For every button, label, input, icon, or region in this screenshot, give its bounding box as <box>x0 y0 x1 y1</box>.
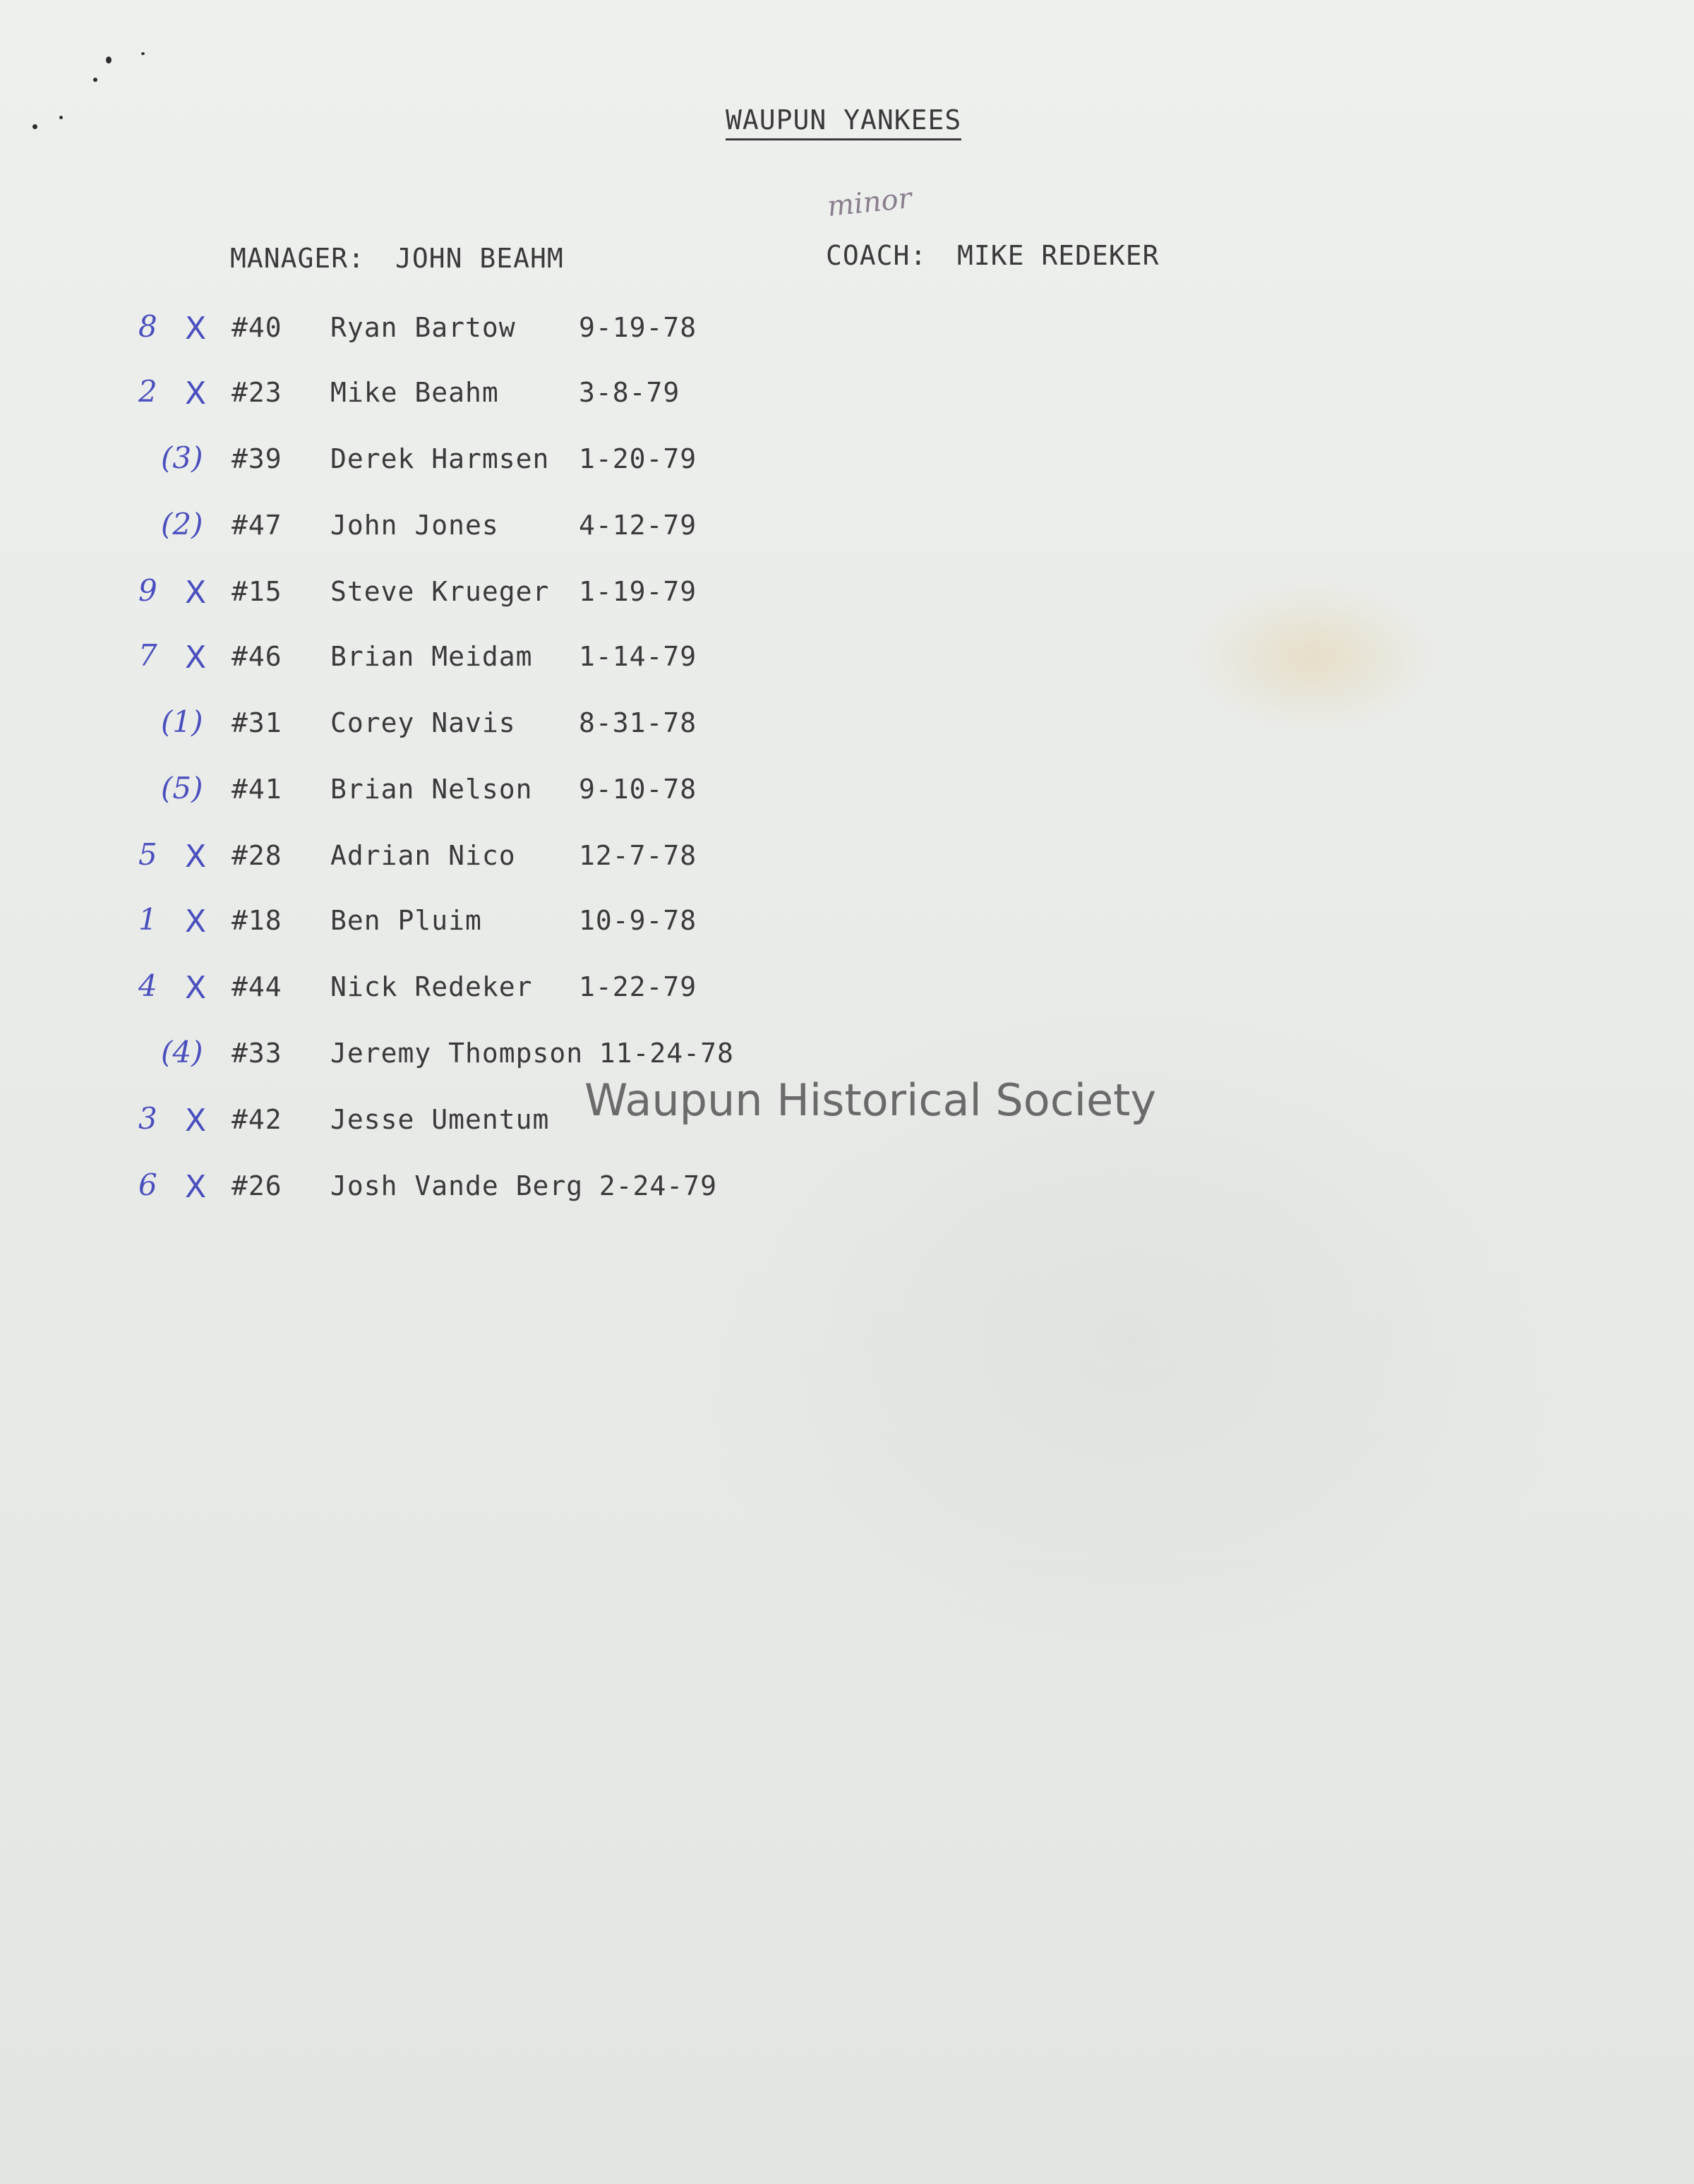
player-number: #28 <box>232 840 282 871</box>
roster-row <box>0 968 1694 1011</box>
manager-name: JOHN BEAHM <box>395 243 564 274</box>
player-number: #26 <box>232 1170 282 1201</box>
roster-row <box>0 309 1694 352</box>
player-name: Jesse Umentum <box>330 1104 550 1135</box>
roster-row <box>0 374 1694 416</box>
roster-row <box>0 902 1694 944</box>
roster-row <box>0 704 1694 747</box>
handwritten-check: X <box>185 575 207 611</box>
player-birthdate: 10-9-78 <box>579 905 697 936</box>
handwritten-check: X <box>185 1103 207 1139</box>
player-birthdate: 1-20-79 <box>579 443 697 474</box>
handwritten-mark: 1 <box>138 902 157 937</box>
roster-row <box>0 1035 1694 1077</box>
handwritten-mark: (4) <box>161 1035 203 1069</box>
handwritten-check: X <box>185 970 207 1006</box>
document-title: WAUPUN YANKEES <box>726 104 961 140</box>
handwritten-check: X <box>185 839 207 875</box>
player-number: #41 <box>232 774 282 805</box>
handwritten-mark: (1) <box>161 704 203 739</box>
roster-row <box>0 1168 1694 1210</box>
debris-mark <box>93 78 97 82</box>
player-birthdate: 1-22-79 <box>579 971 697 1002</box>
manager-label: MANAGER: <box>230 243 366 274</box>
player-birthdate: 12-7-78 <box>579 840 697 871</box>
player-name: Adrian Nico <box>330 840 516 871</box>
roster-row <box>0 771 1694 813</box>
player-birthdate: 1-19-79 <box>579 576 697 607</box>
player-name: Brian Nelson <box>330 774 533 805</box>
handwritten-mark: 7 <box>138 638 157 673</box>
handwritten-mark: 4 <box>138 968 157 1003</box>
player-name: Steve Krueger <box>330 576 550 607</box>
debris-mark <box>106 56 112 64</box>
player-number: #23 <box>232 377 282 408</box>
player-name: Brian Meidam <box>330 641 533 672</box>
debris-mark <box>32 124 37 129</box>
player-number: #44 <box>232 971 282 1002</box>
handwritten-mark: 9 <box>138 573 157 608</box>
handwritten-mark: (3) <box>161 440 203 475</box>
handwritten-mark: (5) <box>161 771 203 805</box>
player-number: #31 <box>232 707 282 738</box>
player-number: #39 <box>232 443 282 474</box>
player-birthdate: 4-12-79 <box>579 510 697 541</box>
roster-row <box>0 440 1694 483</box>
player-name: John Jones <box>330 510 499 541</box>
roster-row <box>0 573 1694 616</box>
debris-mark <box>141 52 145 55</box>
handwritten-mark: 6 <box>138 1168 157 1202</box>
watermark-text: Waupun Historical Society <box>584 1074 1157 1126</box>
player-name: Nick Redeker <box>330 971 533 1002</box>
coach-annotation: minor <box>825 181 913 224</box>
handwritten-mark: 5 <box>138 837 157 872</box>
player-name: Jeremy Thompson <box>330 1038 584 1069</box>
player-birthdate: 8-31-78 <box>579 707 697 738</box>
player-birthdate: 3-8-79 <box>579 377 680 408</box>
player-name: Mike Beahm <box>330 377 499 408</box>
player-number: #47 <box>232 510 282 541</box>
handwritten-mark: 2 <box>138 374 157 409</box>
handwritten-mark: (2) <box>161 507 203 541</box>
player-birthdate: 2-24-79 <box>599 1170 717 1201</box>
roster-row <box>0 638 1694 680</box>
roster-row <box>0 837 1694 880</box>
handwritten-check: X <box>185 904 207 940</box>
coach-name: MIKE REDEKER <box>957 240 1160 271</box>
player-number: #18 <box>232 905 282 936</box>
player-birthdate: 1-14-79 <box>579 641 697 672</box>
player-birthdate: 11-24-78 <box>599 1038 734 1069</box>
player-name: Josh Vande Berg <box>330 1170 584 1201</box>
handwritten-mark: 3 <box>138 1101 157 1136</box>
roster-row <box>0 507 1694 549</box>
debris-mark <box>59 116 63 119</box>
player-name: Ryan Bartow <box>330 312 516 343</box>
player-name: Derek Harmsen <box>330 443 550 474</box>
handwritten-check: X <box>185 311 207 347</box>
handwritten-mark: 8 <box>138 309 157 344</box>
coach-label: COACH: <box>826 240 927 271</box>
player-name: Corey Navis <box>330 707 516 738</box>
player-number: #46 <box>232 641 282 672</box>
player-number: #42 <box>232 1104 282 1135</box>
player-birthdate: 9-19-78 <box>579 312 697 343</box>
player-number: #33 <box>232 1038 282 1069</box>
player-birthdate: 9-10-78 <box>579 774 697 805</box>
handwritten-check: X <box>185 640 207 676</box>
player-number: #15 <box>232 576 282 607</box>
handwritten-check: X <box>185 1169 207 1205</box>
player-name: Ben Pluim <box>330 905 482 936</box>
player-number: #40 <box>232 312 282 343</box>
handwritten-check: X <box>185 376 207 412</box>
